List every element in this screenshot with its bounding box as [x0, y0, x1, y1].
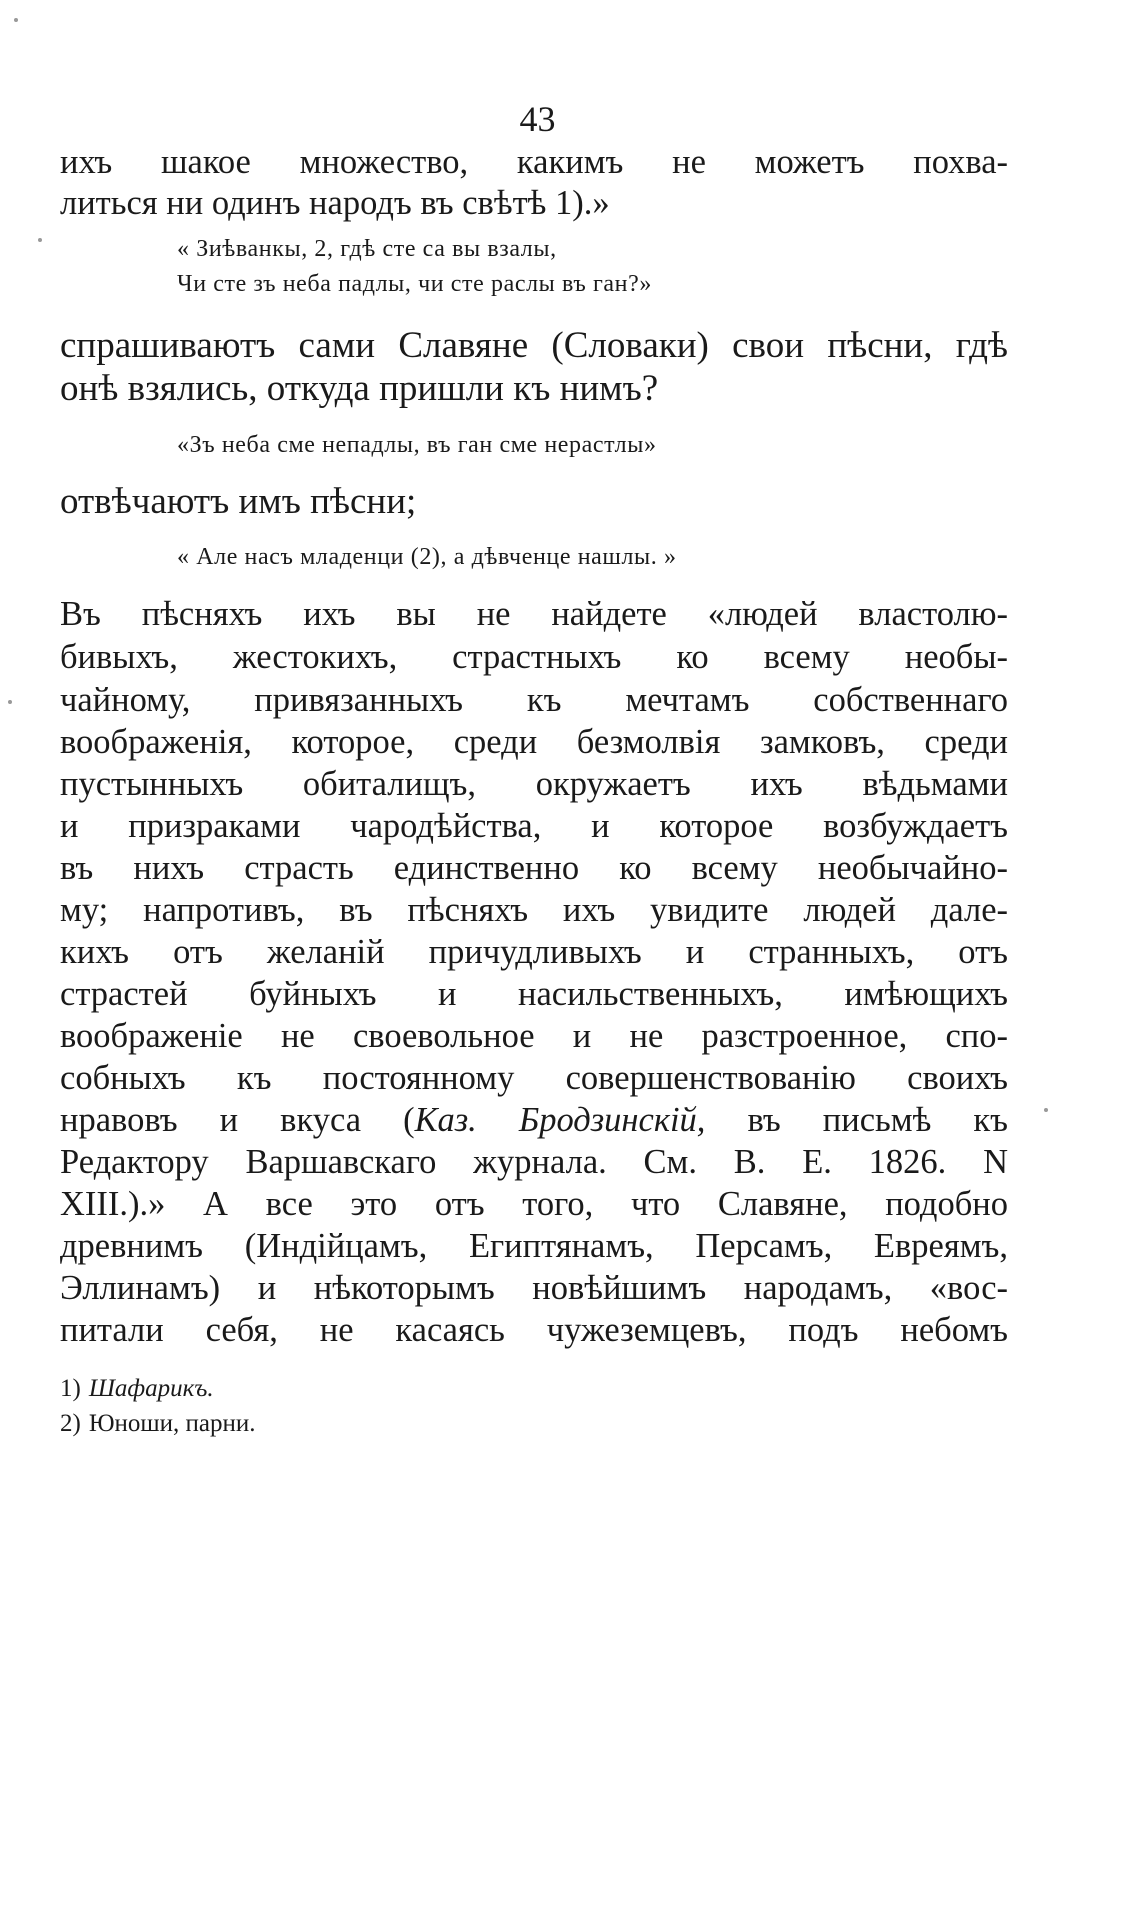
footnote-2	[60, 1410, 256, 1438]
citation-after: въ письмѣ къ	[705, 1101, 1008, 1139]
text-line: пустынныхъ обиталищъ, окружаетъ ихъ вѣдьмами	[60, 765, 1008, 803]
verse-line: « Але насъ младенци (2), а дѣвченце нашлы. »	[177, 544, 677, 570]
footnote-text: Шафарикъ.	[88, 1375, 214, 1402]
text-line: му; напротивъ, въ пѣсняхъ ихъ увидите людей дале-	[60, 891, 1008, 929]
text-line: Въ пѣсняхъ ихъ вы не найдете «людей властолю-	[60, 595, 1008, 633]
scan-speck	[8, 700, 12, 704]
text-line: кихъ отъ желаній причудливыхъ и странныхъ, отъ	[60, 933, 1008, 971]
text-line: отвѣчаютъ имъ пѣсни;	[60, 481, 417, 522]
footnote-text: Юноши, парни.	[88, 1410, 256, 1437]
verse-line: Чи сте зъ неба падлы, чи сте раслы въ ган?»	[177, 271, 652, 297]
text-line: страстей буйныхъ и насильственныхъ, имѣющихъ	[60, 975, 1008, 1013]
text-line: собныхъ къ постоянному совершенствованію своихъ	[60, 1059, 1008, 1097]
verse-line: « Зиѣванкы, 2, гдѣ сте са вы взалы,	[177, 236, 557, 262]
text-line: въ нихъ страсть единственно ко всему необычайно-	[60, 849, 1008, 887]
scan-speck	[1044, 1108, 1048, 1112]
text-line: древнимъ (Индійцамъ, Египтянамъ, Персамъ, Евреямъ,	[60, 1227, 1008, 1265]
text-line: питали себя, не касаясь чужеземцевъ, подъ небомъ	[60, 1311, 1008, 1349]
citation-line	[60, 1101, 1008, 1140]
text-line: бивыхъ, жестокихъ, страстныхъ ко всему необы-	[60, 638, 1008, 676]
text-line: и призраками чародѣйства, и которое возбуждаетъ	[60, 807, 1008, 845]
text-line: ихъ шакое множество, какимъ не можетъ похва-	[60, 143, 1008, 181]
text-line: чайному, привязанныхъ къ мечтамъ собственнаго	[60, 681, 1008, 719]
text-line: Эллинамъ) и нѣкоторымъ новѣйшимъ народамъ, «вос-	[60, 1269, 1008, 1307]
text-line: спрашиваютъ сами Славяне (Словаки) свои пѣсни, гдѣ	[60, 325, 1008, 366]
page-number: 43	[519, 99, 556, 139]
footnote-1	[60, 1375, 214, 1403]
citation-author: Каз. Бродзинскій,	[414, 1101, 706, 1139]
footnote-mark: 2)	[60, 1410, 81, 1437]
citation-before: нравовъ и вкуса (	[60, 1101, 415, 1139]
text-line: воображеніе не своевольное и не разстроенное, спо-	[60, 1017, 1008, 1055]
text-line: литься ни одинъ народъ въ свѣтѣ 1).»	[60, 184, 610, 222]
text-line: Редактору Варшавскаго журнала. См. В. Е. 1826. N	[60, 1143, 1008, 1181]
footnote-mark: 1)	[60, 1375, 81, 1402]
text-line: XIII.).» А все это отъ того, что Славяне, подобно	[60, 1185, 1008, 1223]
scan-speck	[38, 238, 42, 242]
scan-speck	[14, 18, 18, 22]
text-line: воображенія, которое, среди безмолвія замковъ, среди	[60, 723, 1008, 761]
verse-line: «Зъ неба сме непадлы, въ ган сме нерастлы»	[177, 432, 657, 458]
text-line: онѣ взялись, откуда пришли къ нимъ?	[60, 368, 659, 409]
